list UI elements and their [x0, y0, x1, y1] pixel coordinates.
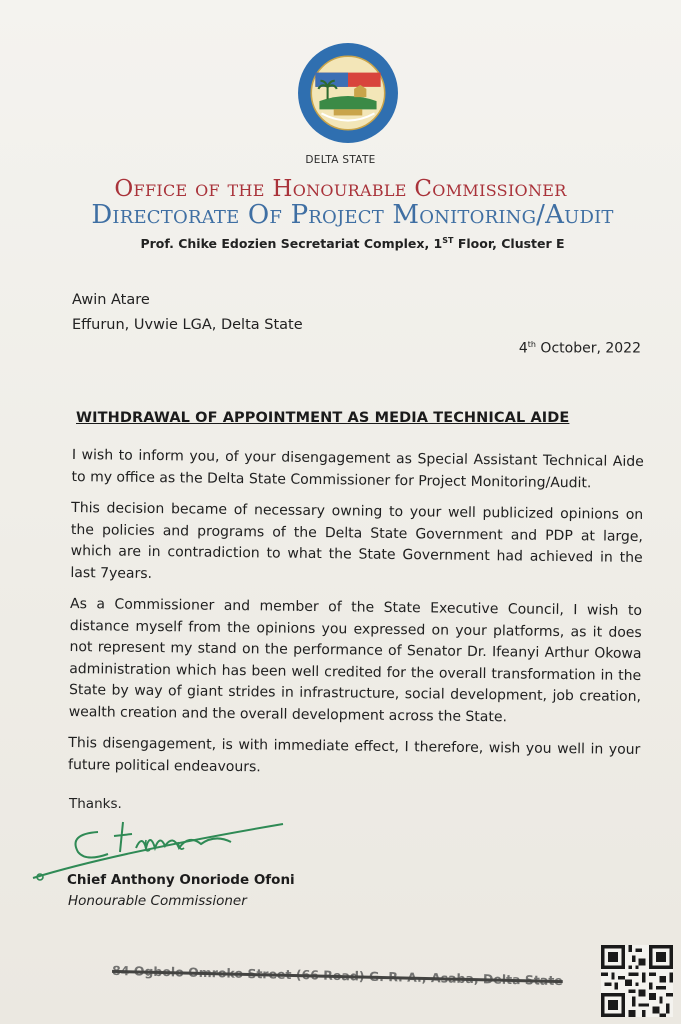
recipient-location: Effurun, Uvwie LGA, Delta State — [72, 317, 303, 333]
letter-subject: WITHDRAWAL OF APPOINTMENT AS MEDIA TECHNICAL AIDE — [76, 410, 570, 426]
recipient-name: Awin Atare — [72, 292, 150, 308]
address-suffix: Floor, Cluster E — [453, 236, 565, 252]
body-paragraph: This disengagement, is with immediate effect, I therefore, wish you well in your future political endeavours. — [67, 734, 641, 775]
address-prefix: Prof. Chike Edozien Secretariat Complex, 1 — [140, 236, 443, 252]
directorate-heading: Directorate Of Project Monitoring/Audit — [91, 200, 614, 230]
footer-address-struck: 84 Ogbolo Omroko Street (66 Road) G. R. A., Asaba, Delta State — [111, 962, 563, 989]
signatory-title: Honourable Commissioner — [68, 893, 247, 909]
letter-date — [519, 340, 641, 357]
recipient-block — [72, 288, 303, 338]
letterhead-address — [0, 236, 681, 251]
date-rest: October, 2022 — [535, 340, 641, 357]
delta-state-seal-logo — [297, 42, 399, 144]
body-paragraph: I wish to inform you, of your disengagement as Special Assistant Technical Aide to my office as the Delta State Commissioner for Project Monitoring/Audit. — [71, 446, 644, 491]
signatory-name: Chief Anthony Onoriode Ofoni — [67, 872, 295, 888]
letter-body — [68, 445, 644, 793]
closing-text: Thanks. — [69, 796, 122, 812]
address-superscript: ST — [442, 236, 454, 245]
qr-code — [601, 945, 673, 1017]
body-paragraph: This decision became of necessary owning to your well publicized opinions on the policies and programs of the Delta State Government and PDP at large, which are in contradiction to what the State Government had achieved in the last 7years. — [70, 499, 644, 582]
seal-caption: DELTA STATE — [305, 154, 376, 166]
date-day-suffix: th — [527, 340, 536, 349]
office-heading: Office of the Honourable Commissioner — [114, 176, 567, 202]
body-paragraph: As a Commissioner and member of the State Executive Council, I wish to distance myself from the opinions you expressed on your platforms, as it does not represent my stand on the performance of Senator Dr. Ifeanyi Arthur Okowa administration which has been well credited for the overall transformation in the State by way of giant strides in infrastructure, social development, job creation, wealth creation and the overall development across the State. — [68, 595, 643, 725]
date-day: 4 — [518, 340, 528, 357]
